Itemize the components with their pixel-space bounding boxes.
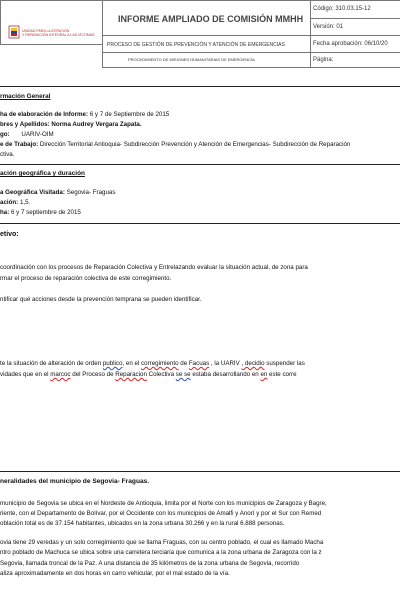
zone-value: Segovia- Fraguas [66, 189, 116, 196]
municipality-p2-line3: Segovia, llamada troncal de la Paz. A una distancia de 35 kilómetros de la zona urbana de Segovia, recorrido [0, 560, 300, 567]
text-span: en [260, 371, 268, 378]
workplace-value-cont: ctiva. [0, 151, 15, 158]
workplace-label: e de Trabajo: [0, 141, 39, 148]
text-span: de [178, 360, 189, 367]
text-span: estaba desarrollando en [190, 371, 261, 378]
situation-line2 [0, 371, 297, 378]
visit-date-label: ha: [0, 209, 10, 216]
cargo-row [0, 131, 54, 138]
cargo-label: go: [0, 131, 10, 138]
workplace-row [0, 141, 350, 148]
text-span: se se [175, 371, 191, 378]
text-span: te la situación de alteración de orden [0, 360, 103, 367]
text-span: del Proceso de [70, 371, 116, 378]
municipality-p2-line4: aliza aproximadamente en dos horas en carro vehicular, por el mal estado de la vía. [0, 570, 230, 577]
visit-date-row [0, 209, 81, 216]
report-date-row [0, 111, 169, 118]
text-span: Colectiva [146, 371, 176, 378]
zone-label: a Geográfica Visitada: [0, 189, 65, 196]
document-version: Versión: 01 [313, 24, 344, 30]
municipality-p1-line1: municipio de Segovia se ubica en el Nordeste de Antioquia, limita por el Norte con los municipios de Zaragoza y Bagre, [0, 500, 327, 507]
text-span: corregimiento [141, 360, 179, 367]
divider [0, 471, 400, 472]
procedure-name: PROCEDIMIENTO DE MISIONES HUMANITARIAS DE EMERGENCIA [128, 57, 255, 62]
duration-row [0, 199, 30, 206]
report-date-label: ha de elaboración de Informe: [0, 111, 89, 118]
text-span: Facuas [188, 360, 210, 367]
logo-wordmark: UNIDAD PARA LA ATENCIÓN Y REPARACIÓN INTEGRAL A LAS VÍCTIMAS [22, 29, 95, 37]
divider [0, 164, 400, 165]
section-heading-location: ación geográfica y duración [0, 170, 85, 177]
section-heading-general: rmación General [0, 93, 51, 100]
text-span: , decidio [241, 360, 265, 367]
situation-line1 [0, 360, 305, 367]
report-date-value: 6 y 7 de Septiembre de 2015 [89, 111, 170, 118]
text-span: vidades que en el [0, 371, 51, 378]
workplace-value: Dirección Territorial Antioquia- Subdirección Prevención y Atención de Emergencias- Subdirección de Reparación [39, 141, 351, 148]
text-span: Reparacion [115, 371, 147, 378]
text-span: publico [102, 360, 123, 367]
text-span: suspender las [264, 360, 305, 367]
duration-label: ación: [0, 199, 19, 206]
objective-p1-line1: coordinación con los procesos de Reparación Colectiva y Entrelazando evaluar la situación actual, de zona para [0, 264, 308, 271]
logo-icon [8, 25, 20, 39]
zone-row [0, 189, 115, 196]
objective-p1-line2: rmar el proceso de reparación colectiva de este corregimiento. [0, 275, 172, 282]
document-code: Código: 310.03.15-12 [313, 6, 371, 12]
divider [0, 223, 400, 224]
section-heading-municipality: neralidades del municipio de Segovia- Fraguas. [0, 478, 150, 485]
objective-p2: ntificar qué acciones desde la prevención temprana se pueden identificar. [0, 296, 202, 303]
municipality-p2-line2: ntro poblado de Machuca se ubica sobre una carretera terciaria que comunica a la zona urbana de Zaragoza con la z [0, 549, 322, 556]
text-span: marcoc [50, 371, 71, 378]
text-span: , en el [122, 360, 142, 367]
visit-date-value: 6 y 7 septiembre de 2015 [11, 209, 81, 216]
divider [0, 86, 400, 87]
text-span: este corre [267, 371, 297, 378]
section-heading-objective: etivo: [0, 231, 19, 238]
process-name: PROCESO DE GESTIÓN DE PREVENCIÓN Y ATENCIÓN DE EMERGENCIAS [107, 42, 285, 48]
municipality-p1-line2: riente, con el Departamento de Bolívar, por el Occidente con los municipios de Amalfi y Anorí y por el Sur con Remed [0, 510, 322, 517]
text-span: , la UARIV [209, 360, 242, 367]
municipality-p2-line1: ovia tiene 29 veredas y un solo corregimiento que se llama Fraguas, con su centro poblado, el cual es llamado Macha [0, 539, 324, 546]
page-number: Página: [313, 57, 334, 63]
document-header [0, 0, 400, 70]
document-title: INFORME AMPLIADO DE COMISIÓN MMHH [118, 14, 304, 24]
approval-date: Fecha aprobación: 06/10/20 [313, 41, 388, 47]
duration-value: 1,5. [19, 199, 31, 206]
municipality-p1-line3: oblación total es de 37.154 habitantes, ubicados en la zona urbana 30.266 y en la rural 6.888 personas. [0, 520, 285, 527]
author-name: bres y Apellidos: Norma Audrey Vergara Zapata. [0, 121, 142, 128]
cargo-value: UARIV-OIM [21, 131, 54, 138]
